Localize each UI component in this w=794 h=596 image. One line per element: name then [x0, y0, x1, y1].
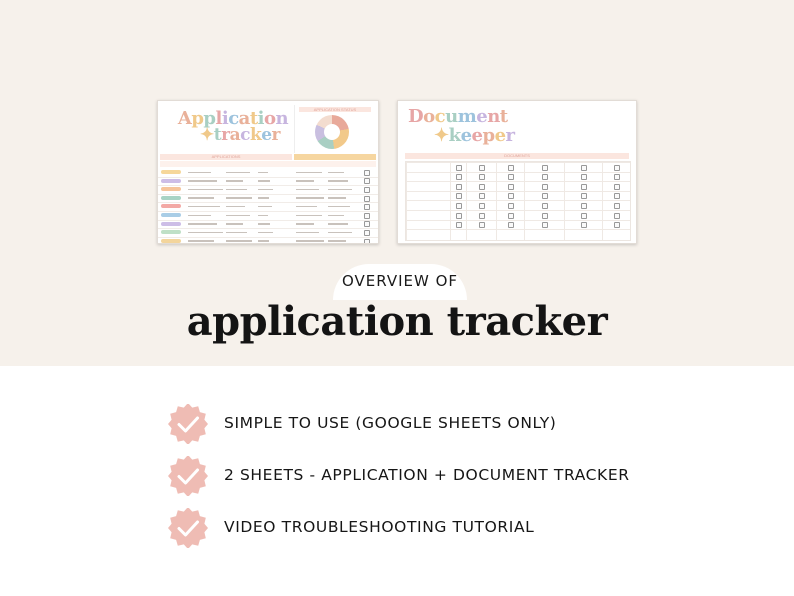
row-checkbox: [364, 204, 370, 210]
document-checkbox: [479, 174, 485, 180]
row-checkbox: [364, 178, 370, 184]
cell-text: [188, 206, 220, 208]
document-checkbox: [614, 203, 620, 209]
document-checkbox: [508, 222, 514, 228]
status-pill: [161, 230, 181, 234]
document-checkbox: [456, 203, 462, 209]
row-checkbox: [364, 230, 370, 236]
document-checkbox: [479, 213, 485, 219]
feature-text: 2 SHEETS - APPLICATION + DOCUMENT TRACKER: [224, 466, 630, 484]
status-pill: [161, 204, 181, 208]
application-tracker-preview: [157, 100, 379, 244]
cell-text: [296, 215, 322, 217]
cell-text: [258, 232, 273, 234]
applications-heading: APPLICATIONS: [160, 154, 292, 160]
document-checkbox: [581, 165, 587, 171]
table-row: [406, 220, 630, 221]
table-row: [406, 191, 630, 192]
document-checkbox: [581, 213, 587, 219]
table-row: [406, 210, 630, 211]
app-title-word1: Application: [177, 108, 289, 129]
document-checkbox: [508, 165, 514, 171]
row-checkbox: [364, 213, 370, 219]
status-pill: [161, 239, 181, 243]
cell-text: [226, 232, 247, 234]
document-checkbox: [614, 184, 620, 190]
status-pill: [161, 213, 181, 217]
app-title-word2: ✦tracker: [199, 125, 281, 145]
cell-text: [296, 240, 324, 242]
document-checkbox: [479, 184, 485, 190]
application-tracker-logo: [174, 110, 292, 144]
cell-text: [328, 172, 344, 174]
cell-text: [328, 197, 346, 199]
document-checkbox: [542, 222, 548, 228]
cell-text: [188, 223, 217, 225]
cell-text: [258, 240, 269, 242]
cell-text: [328, 206, 350, 208]
cell-text: [188, 240, 214, 242]
cell-text: [258, 206, 272, 208]
document-checkbox: [456, 174, 462, 180]
feature-text: SIMPLE TO USE (GOOGLE SHEETS ONLY): [224, 414, 557, 432]
cell-text: [296, 223, 314, 225]
cell-text: [226, 206, 245, 208]
document-checkbox: [614, 174, 620, 180]
cell-text: [296, 172, 322, 174]
feature-item: [168, 456, 688, 496]
cell-text: [258, 189, 273, 191]
document-checkbox: [581, 203, 587, 209]
row-checkbox: [364, 196, 370, 202]
document-keeper-preview: [397, 100, 637, 244]
document-checkbox: [456, 184, 462, 190]
cell-text: [188, 215, 211, 217]
table-row: [406, 172, 630, 173]
status-pill: [161, 196, 181, 200]
document-checkbox: [581, 184, 587, 190]
document-checkbox: [479, 165, 485, 171]
cell-text: [296, 197, 324, 199]
cell-text: [188, 232, 223, 234]
pie-heading: APPLICATION STATUS: [299, 107, 371, 112]
cell-text: [226, 197, 252, 199]
status-pill: [161, 187, 181, 191]
cell-text: [296, 232, 319, 234]
document-checkbox: [614, 222, 620, 228]
documents-grid: [405, 161, 631, 241]
cell-text: [258, 180, 270, 182]
document-checkbox: [479, 203, 485, 209]
cell-text: [258, 172, 268, 174]
doc-title-word1: Document: [408, 106, 508, 127]
row-checkbox: [364, 187, 370, 193]
document-checkbox: [542, 193, 548, 199]
document-checkbox: [542, 184, 548, 190]
cell-text: [258, 215, 268, 217]
documents-heading: DOCUMENTS: [405, 153, 629, 159]
document-checkbox: [581, 174, 587, 180]
cell-text: [188, 189, 223, 191]
cell-text: [296, 206, 317, 208]
feature-item: [168, 404, 688, 444]
document-checkbox: [581, 193, 587, 199]
document-checkbox: [456, 193, 462, 199]
cell-text: [188, 197, 214, 199]
cell-text: [328, 232, 352, 234]
document-checkbox: [542, 165, 548, 171]
document-checkbox: [542, 213, 548, 219]
feature-text: VIDEO TROUBLESHOOTING TUTORIAL: [224, 518, 535, 536]
table-row: [158, 237, 378, 244]
status-donut-chart: [315, 115, 349, 149]
column-header-row: [160, 161, 376, 167]
document-checkbox: [614, 165, 620, 171]
table-row: [406, 162, 630, 163]
row-checkbox: [364, 239, 370, 244]
document-checkbox: [508, 174, 514, 180]
document-checkbox: [542, 174, 548, 180]
table-row: [406, 181, 630, 182]
document-checkbox: [479, 193, 485, 199]
table-row: [406, 229, 630, 230]
document-checkbox: [456, 222, 462, 228]
seal-check-icon: [168, 404, 208, 444]
document-checkbox: [479, 222, 485, 228]
row-checkbox: [364, 170, 370, 176]
document-checkbox: [581, 222, 587, 228]
table-row: [406, 200, 630, 201]
cell-text: [258, 223, 270, 225]
document-checkbox: [456, 165, 462, 171]
document-checkbox: [508, 184, 514, 190]
row-checkbox: [364, 221, 370, 227]
cell-text: [188, 172, 211, 174]
cell-text: [226, 240, 252, 242]
document-checkbox: [508, 193, 514, 199]
cell-text: [226, 172, 250, 174]
status-chart-panel: [294, 105, 375, 153]
seal-check-icon: [168, 508, 208, 548]
cell-text: [296, 180, 314, 182]
document-checkbox: [508, 203, 514, 209]
page-title: application tracker: [186, 298, 608, 345]
status-heading-bar: [294, 154, 376, 160]
status-pill: [161, 179, 181, 183]
document-checkbox: [542, 203, 548, 209]
cell-text: [226, 223, 243, 225]
document-checkbox: [614, 193, 620, 199]
cell-text: [258, 197, 269, 199]
document-checkbox: [614, 213, 620, 219]
cell-text: [226, 180, 243, 182]
seal-check-icon: [168, 456, 208, 496]
cell-text: [328, 180, 348, 182]
cell-text: [328, 215, 344, 217]
cell-text: [328, 189, 352, 191]
cell-text: [226, 189, 247, 191]
status-pill: [161, 170, 181, 174]
cell-text: [296, 189, 319, 191]
document-checkbox: [456, 213, 462, 219]
feature-item: [168, 508, 688, 548]
cell-text: [328, 223, 348, 225]
cell-text: [328, 240, 346, 242]
overview-label: OVERVIEW OF: [341, 272, 459, 290]
cell-text: [226, 215, 250, 217]
doc-title-word2: ✦keeper: [434, 125, 515, 146]
cell-text: [188, 180, 217, 182]
document-keeper-logo: [408, 107, 520, 145]
status-pill: [161, 222, 181, 226]
document-checkbox: [508, 213, 514, 219]
